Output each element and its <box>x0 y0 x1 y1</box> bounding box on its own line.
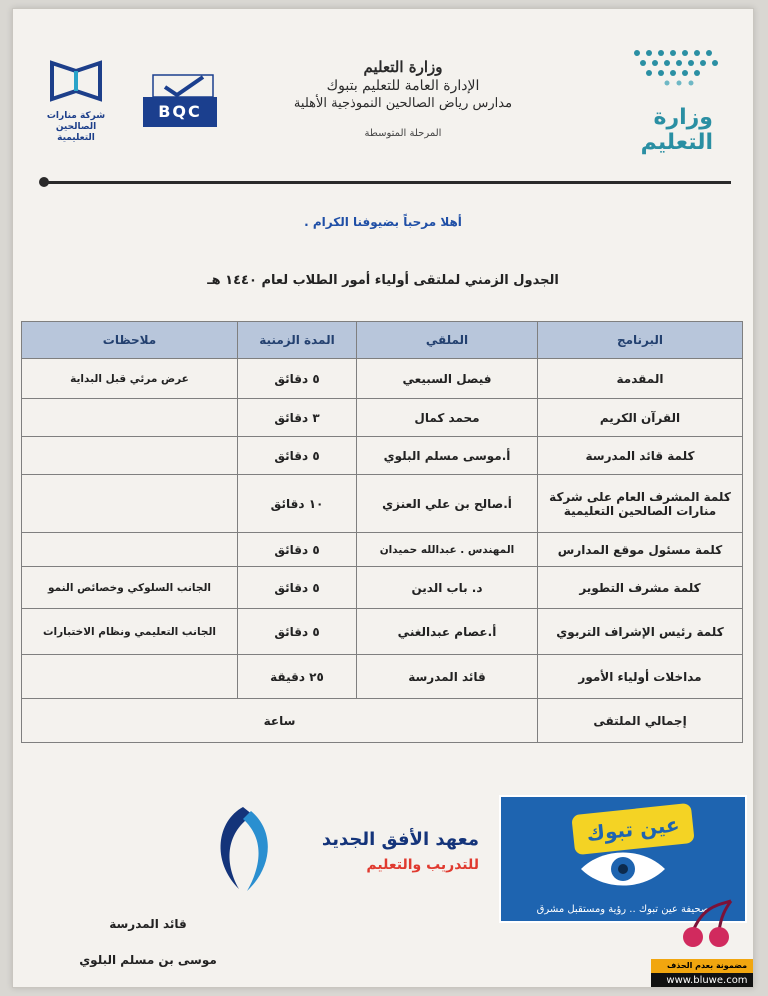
schedule-table <box>21 321 743 743</box>
total-value-cell: ساعة <box>22 699 538 743</box>
note-cell <box>22 475 238 533</box>
note-cell: الجانب التعليمي ونظام الاختبارات <box>22 609 238 655</box>
table-row <box>22 359 743 399</box>
program-cell: كلمة رئيس الإشراف التربوي <box>538 609 743 655</box>
speaker-cell: أ.عصام عبدالغني <box>357 609 538 655</box>
eye-icon <box>577 849 669 891</box>
column-header-program: البرنامج <box>538 322 743 359</box>
letterhead-text <box>253 57 553 141</box>
institute-subtitle: للتدريب والتعليم <box>366 857 479 873</box>
note-cell: الجانب السلوكي وخصائص النمو <box>22 567 238 609</box>
table-row <box>22 399 743 437</box>
signature-block <box>53 915 243 969</box>
admin-name: الإدارة العامة للتعليم بتبوك <box>326 78 480 94</box>
table-row <box>22 533 743 567</box>
duration-cell: ٢٥ دقيقة <box>238 655 357 699</box>
signature-title: قائد المدرسة <box>109 917 187 931</box>
divider-dot <box>39 177 49 187</box>
company-logo-text: شركة منارات الصالحين التعليمية <box>46 111 106 143</box>
duration-cell: ١٠ دقائق <box>238 475 357 533</box>
company-logo <box>39 59 113 143</box>
speaker-cell: المهندس . عبدالله حميدان <box>357 533 538 567</box>
table-row <box>22 567 743 609</box>
duration-cell: ٥ دقائق <box>238 359 357 399</box>
header-divider <box>41 181 731 184</box>
program-cell: القرآن الكريم <box>538 399 743 437</box>
schedule-title: الجدول الزمني لملتقى أولياء أمور الطلاب لعام ١٤٤٠ هـ <box>207 273 559 288</box>
program-cell: كلمة مشرف التطوير <box>538 567 743 609</box>
bqc-logo <box>143 71 223 129</box>
site-watermark <box>643 897 754 988</box>
duration-cell: ٥ دقائق <box>238 533 357 567</box>
ministry-logo-text: وزارة التعليم <box>640 105 713 155</box>
table-row <box>22 655 743 699</box>
note-cell <box>22 655 238 699</box>
book-icon <box>46 59 106 105</box>
ministry-name: وزارة التعليم <box>363 58 443 76</box>
table-header-row <box>22 322 743 359</box>
program-cell: كلمة قائد المدرسة <box>538 437 743 475</box>
table-row <box>22 475 743 533</box>
note-cell <box>22 399 238 437</box>
swoosh-icon <box>203 801 283 897</box>
watermark-caption: مضمونة بعدم الحذف <box>651 959 754 973</box>
total-label-cell: إجمالي الملتقى <box>538 699 743 743</box>
table-total-row <box>22 699 743 743</box>
note-cell <box>22 533 238 567</box>
program-cell: مداخلات أولياء الأمور <box>538 655 743 699</box>
speaker-cell: أ.صالح بن علي العنزي <box>357 475 538 533</box>
cherries-icon <box>673 897 743 951</box>
signature-name: موسى بن مسلم البلوي <box>79 953 217 967</box>
column-header-duration: المدة الزمنية <box>238 322 357 359</box>
program-cell: كلمة المشرف العام على شركة منارات الصالحين التعليمية <box>538 475 743 533</box>
document-page <box>12 8 754 988</box>
speaker-cell: د. باب الدين <box>357 567 538 609</box>
ayn-tabuk-tagline: صحيفة عين تبوك .. رؤية ومستقبل مشرق <box>536 904 710 915</box>
note-cell: عرض مرئي قبل البداية <box>22 359 238 399</box>
institute-name: معهد الأفق الجديد <box>321 829 479 850</box>
duration-cell: ٥ دقائق <box>238 609 357 655</box>
ayn-tabuk-brand: عين تبوك <box>571 803 695 855</box>
institute-logo <box>203 799 489 899</box>
bqc-logo-text: BQC <box>143 97 217 127</box>
duration-cell: ٥ دقائق <box>238 567 357 609</box>
note-cell <box>22 437 238 475</box>
speaker-cell: أ.موسى مسلم البلوي <box>357 437 538 475</box>
speaker-cell: محمد كمال <box>357 399 538 437</box>
watermark-url[interactable]: www.bluwe.com <box>651 973 754 988</box>
welcome-line: أهلا مرحباً بضيوفنا الكرام . <box>304 215 462 229</box>
ministry-dots-icon <box>627 45 727 91</box>
table-row <box>22 609 743 655</box>
duration-cell: ٥ دقائق <box>238 437 357 475</box>
speaker-cell: فيصل السبيعي <box>357 359 538 399</box>
column-header-notes: ملاحظات <box>22 322 238 359</box>
program-cell: كلمة مسئول موقع المدارس <box>538 533 743 567</box>
table-row <box>22 437 743 475</box>
stage-name: المرحلة المتوسطة <box>364 128 442 139</box>
column-header-speaker: الملقي <box>357 322 538 359</box>
speaker-cell: قائد المدرسة <box>357 655 538 699</box>
program-cell: المقدمة <box>538 359 743 399</box>
letterhead <box>13 9 753 189</box>
ministry-logo <box>593 45 733 155</box>
school-name: مدارس رياض الصالحين النموذجية الأهلية <box>293 96 513 111</box>
duration-cell: ٣ دقائق <box>238 399 357 437</box>
